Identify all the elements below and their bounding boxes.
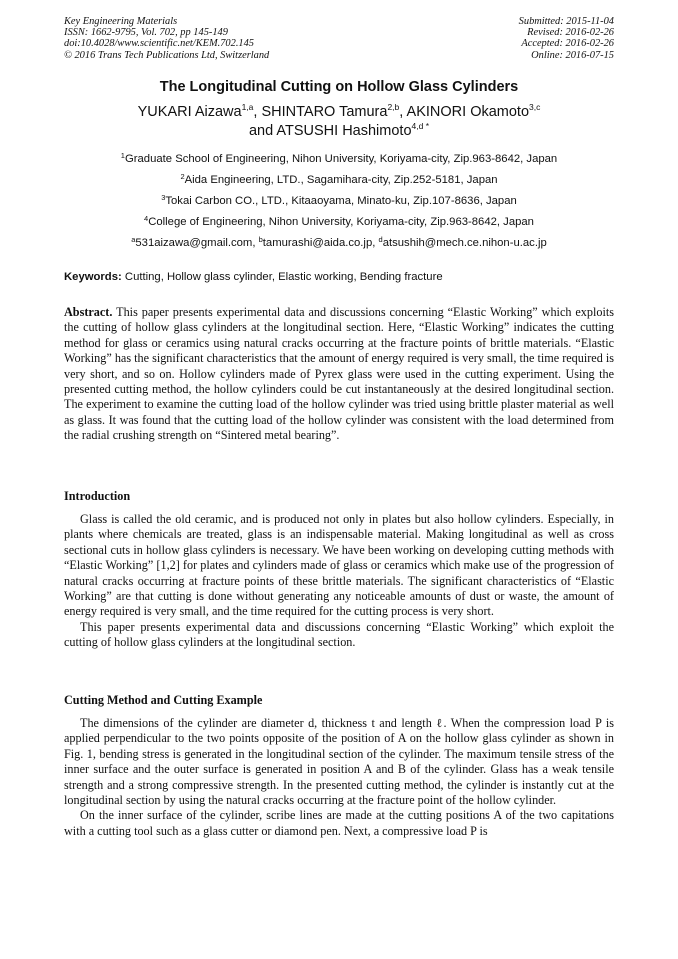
journal-header — [64, 16, 269, 61]
author-separator: , — [253, 104, 262, 120]
email-list — [0, 233, 678, 254]
author-4-sup: 4,d * — [411, 121, 430, 131]
journal-doi[interactable]: doi:10.4028/www.scientific.net/KEM.702.145 — [64, 38, 254, 50]
affiliation-list — [0, 149, 678, 254]
affiliation-2-text: Aida Engineering, LTD., Sagamihara-city, Zip.252-5181, Japan — [184, 174, 498, 186]
journal-issn: ISSN: 1662-9795, Vol. 702, pp 145-149 — [64, 27, 228, 39]
cutting-method-paragraph-2: On the inner surface of the cylinder, scribe lines are made at the cutting positions A of the two capitations with a cutting tool such as a glass cutter or diamond pen. Next, a compressive load P is — [64, 808, 614, 838]
author-1-sup: 1,a — [241, 102, 254, 112]
affiliation-2-sup: 2 — [180, 172, 185, 181]
date-submitted: Submitted: 2015-11-04 — [518, 16, 614, 27]
author-line-1 — [0, 103, 678, 122]
affiliation-4-sup: 4 — [144, 214, 149, 223]
date-online: Online: 2016-07-15 — [531, 49, 614, 61]
author-3: AKINORI Okamoto — [406, 104, 530, 120]
journal-copyright: © 2016 Trans Tech Publications Ltd, Switzerland — [64, 49, 270, 61]
introduction-heading: Introduction — [64, 489, 131, 503]
affiliation-2 — [0, 170, 678, 191]
affiliation-3 — [0, 191, 678, 212]
email-a[interactable]: 531aizawa@gmail.com, — [135, 237, 259, 249]
keywords-label: Keywords: — [64, 271, 122, 283]
abstract — [64, 305, 614, 444]
abstract-label: Abstract. — [64, 305, 113, 319]
introduction-paragraph-2: This paper presents experimental data and discussions concerning “Elastic Working” which exploit the cutting of hollow glass cylinders at the longitudinal section. — [64, 619, 614, 650]
date-accepted: Accepted: 2016-02-26 — [521, 38, 614, 50]
cutting-method-heading: Cutting Method and Cutting Example — [64, 693, 263, 707]
author-separator: , — [399, 104, 407, 120]
introduction-paragraph-1: Glass is called the old ceramic, and is produced not only in plates but also hollow cylinders. Especially, in plants where chemicals are treated, glass is an indispensable material. Making longitudinal as well as cross sectional cuts in hollow glass cylinders is necessary. We have been working on developing cutting methods with “Elastic Working” [1,2] for plates and cylinders made of glass or ceramics which make use of the progression of natural cracks occurring at fracture points of these brittle materials. The significant characteristics of “Elastic Working” are that cutting is done without generating any noticeable amounts of dust or waste, the amount of energy required is very small, and the time required for the cutting process is very short. — [64, 512, 614, 619]
cutting-method-body — [64, 716, 614, 839]
journal-name: Key Engineering Materials — [64, 16, 178, 27]
affiliation-1-sup: 1 — [120, 151, 125, 160]
author-line-2 — [0, 122, 678, 141]
cutting-method-paragraph-1: The dimensions of the cylinder are diameter d, thickness t and length ℓ. When the compression load P is applied perpendicular to the two points opposite of the position of A on the hollow glass cylinder as shown in Fig. 1, bending stress is generated in the longitudinal section of the cylinder. The maximum tensile stress of the inner surface and the outer surface is generated in position A and B of the cylinder. Glass has a weak tensile strength and a strong compressive strength. In the presented cutting method, the cylinder is instantly cut at the longitudinal section by using the natural cracks occurring at the fracture point of the hollow cylinder. — [64, 716, 614, 808]
author-4: ATSUSHI Hashimoto — [276, 123, 412, 139]
author-3-sup: 3,c — [529, 102, 541, 112]
email-a-sup: a — [131, 235, 136, 244]
introduction-body — [64, 512, 614, 651]
email-b-sup: b — [258, 235, 263, 244]
abstract-text: This paper presents experimental data and discussions concerning “Elastic Working” which exploits the cutting of hollow glass cylinders at the longitudinal section. Here, “Elastic Working” indicates the cutting method for glass or ceramics using natural cracks occurring at the fracture points of brittle materials. “Elastic Working” has the significant characteristics that the amount of energy required is very small, the time required is very short, and so on. Hollow cylinders made of Pyrex glass were used in the cutting experiment. Using the presented cutting method, the hollow cylinders could be cut instantaneously at the desired longitudinal section. The experiment to examine the cutting load of the hollow cylinder was tried using brittle plaster material as well as glass. It was found that the cutting load of the hollow cylinder was consistent with the load determined from the radial crushing strength on “Sintered metal bearing”. — [64, 305, 614, 443]
author-1: YUKARI Aizawa — [137, 104, 242, 120]
email-d[interactable]: atsushih@mech.ce.nihon-u.ac.jp — [382, 237, 547, 249]
email-b[interactable]: tamurashi@aida.co.jp, — [262, 237, 379, 249]
author-2: SHINTARO Tamura — [261, 104, 388, 120]
keywords-text: Cutting, Hollow glass cylinder, Elastic working, Bending fracture — [121, 271, 443, 283]
affiliation-4 — [0, 212, 678, 233]
author-and: and — [248, 123, 277, 139]
affiliation-3-sup: 3 — [161, 193, 166, 202]
affiliation-1-text: Graduate School of Engineering, Nihon University, Koriyama-city, Zip.963-8642, Japan — [124, 153, 558, 165]
paper-title: The Longitudinal Cutting on Hollow Glass Cylinders — [159, 79, 519, 95]
affiliation-3-text: Tokai Carbon CO., LTD., Kitaaoyama, Minato-ku, Zip.107-8636, Japan — [165, 195, 517, 207]
keywords — [64, 271, 616, 283]
abstract-paragraph — [64, 305, 614, 444]
affiliation-4-text: College of Engineering, Nihon University, Koriyama-city, Zip.963-8642, Japan — [148, 216, 534, 228]
author-2-sup: 2,b — [387, 102, 400, 112]
date-revised: Revised: 2016-02-26 — [527, 27, 614, 39]
publication-dates — [519, 16, 614, 61]
affiliation-1 — [0, 149, 678, 170]
email-d-sup: d — [378, 235, 383, 244]
author-list — [0, 103, 678, 141]
